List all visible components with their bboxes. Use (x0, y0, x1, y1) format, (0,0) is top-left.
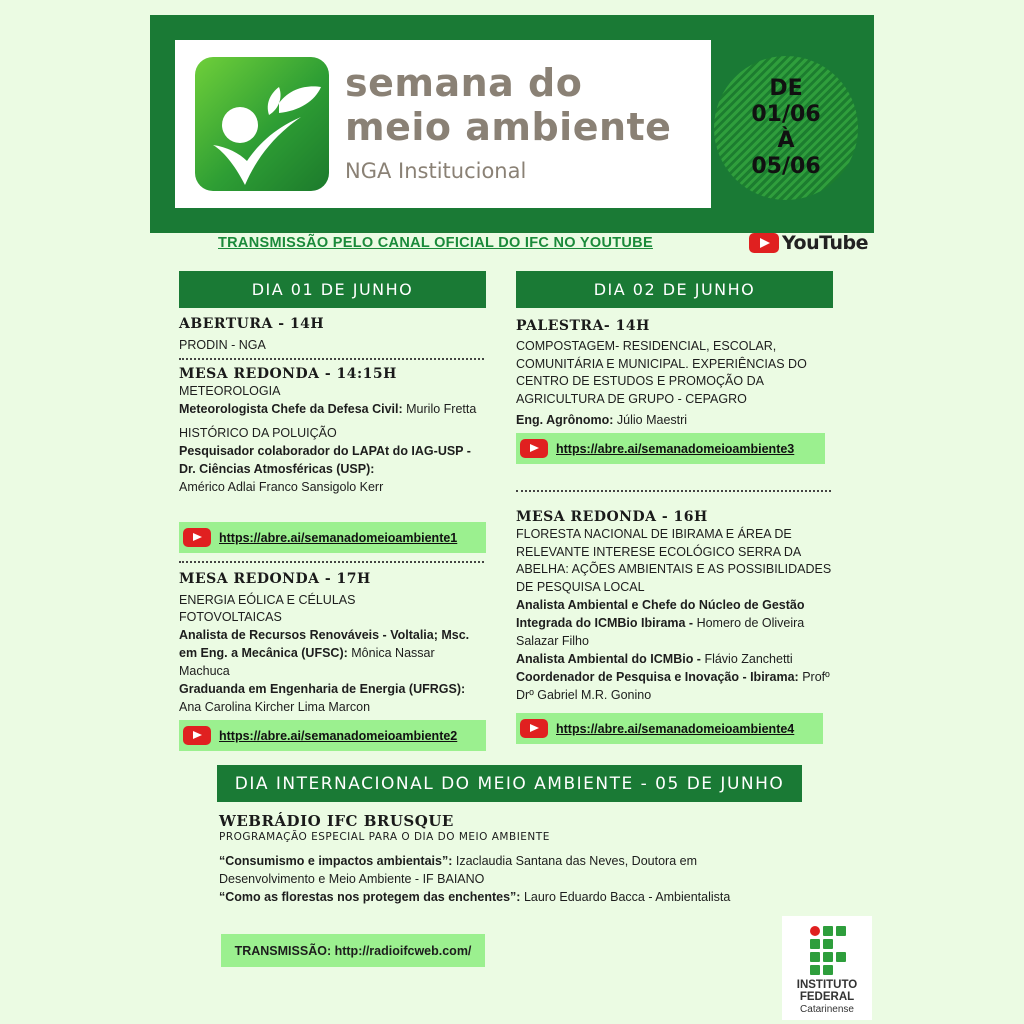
speaker-entry (179, 626, 484, 680)
event-title-line1: semana do (345, 61, 583, 105)
day1-topic-pollution: HISTÓRICO DA POLUIÇÃO (179, 426, 337, 440)
speaker-entry (516, 596, 834, 650)
speaker-role: “Consumismo e impactos ambientais”: (219, 854, 453, 868)
youtube-play-icon (183, 528, 211, 547)
date-line: 05/06 (751, 154, 821, 179)
link-url[interactable]: https://abre.ai/semanadomeioambiente3 (556, 441, 795, 456)
ifc-grid-icon (810, 926, 846, 974)
speaker-name: Júlio Maestri (613, 413, 688, 427)
speaker-role: “Como as florestas nos protegem das enchentes”: (219, 890, 521, 904)
youtube-play-icon (183, 726, 211, 745)
webradio-transmission-link[interactable] (221, 934, 485, 967)
day1-opening-title: ABERTURA - 14H (179, 316, 325, 332)
ifc-logo (782, 916, 872, 1020)
day1-opening-text: PRODIN - NGA (179, 338, 266, 352)
speaker-entry (179, 680, 484, 716)
divider (516, 490, 831, 492)
speaker-role: Graduanda em Engenharia de Energia (UFRGS): (179, 682, 466, 696)
day2-round-table-title: MESA REDONDA - 16H (516, 509, 708, 525)
day2-lecture-title: PALESTRA- 14H (516, 318, 650, 334)
speaker-name: Mônica Nassar Machuca (179, 646, 435, 678)
day1-topic-energy: ENERGIA EÓLICA E CÉLULAS FOTOVOLTAICAS (179, 593, 356, 624)
leaf-check-icon (195, 57, 329, 191)
webradio-subtitle: PROGRAMAÇÃO ESPECIAL PARA O DIA DO MEIO AMBIENTE (219, 831, 550, 843)
speaker-role: Meteorologista Chefe da Defesa Civil: (179, 402, 403, 416)
speaker-role: Eng. Agrônomo: (516, 413, 614, 427)
divider (179, 561, 484, 563)
link-url[interactable]: https://abre.ai/semanadomeioambiente2 (219, 728, 458, 743)
ifc-name-line2: FEDERAL (799, 991, 855, 1003)
day2-heading: DIA 02 DE JUNHO (516, 271, 833, 308)
day1-heading: DIA 01 DE JUNHO (179, 271, 486, 308)
date-line: DE (769, 76, 803, 101)
link-url[interactable]: https://abre.ai/semanadomeioambiente1 (219, 530, 458, 545)
day1-topic-meteorology: METEOROLOGIA (179, 384, 281, 398)
ifc-name-line3: Catarinense (800, 1004, 854, 1015)
speaker-role: Analista Ambiental do ICMBio - (516, 652, 701, 666)
event-title-line2: meio ambiente (345, 105, 672, 149)
webradio-title: WEBRÁDIO IFC BRUSQUE (219, 812, 454, 830)
youtube-play-icon (749, 233, 779, 253)
transmission-link[interactable]: TRANSMISSÃO PELO CANAL OFICIAL DO IFC NO YOUTUBE (218, 235, 653, 251)
speaker-name: Murilo Fretta (402, 402, 477, 416)
day2-youtube-link3[interactable] (516, 433, 825, 464)
speaker-entry (179, 400, 484, 418)
speaker-role: Analista Ambiental e Chefe do Núcleo de Gestão Integrada do ICMBio Ibirama - (516, 598, 805, 630)
speaker-name: Ana Carolina Kircher Lima Marcon (179, 700, 371, 714)
speaker-entry (516, 668, 834, 704)
speaker-name: Lauro Eduardo Bacca - Ambientalista (520, 890, 731, 904)
speaker-entry (219, 852, 779, 888)
date-badge (714, 56, 858, 200)
day1-youtube-link1[interactable] (179, 522, 486, 553)
transmission-url[interactable]: TRANSMISSÃO: http://radioifcweb.com/ (234, 943, 472, 958)
day2-youtube-link4[interactable] (516, 713, 823, 744)
speaker-entry (516, 411, 826, 429)
link-url[interactable]: https://abre.ai/semanadomeioambiente4 (556, 721, 795, 736)
day2-lecture-text: COMPOSTAGEM- RESIDENCIAL, ESCOLAR, COMUNITÁRIA E MUNICIPAL. EXPERIÊNCIAS DO CENTRO DE ESTUDOS E PROMOÇÃO DA AGRICULTURA DE GRUPO - CEPAGRO (516, 339, 807, 406)
event-logo (195, 57, 329, 191)
ifc-name-line1: INSTITUTO (796, 979, 858, 991)
speaker-name: Izaclaudia Santana das Neves, Doutora em Desenvolvimento e Meio Ambiente - IF BAIANO (219, 854, 697, 886)
day2-round-table-text: FLORESTA NACIONAL DE IBIRAMA E ÁREA DE RELEVANTE INTERESE ECOLÓGICO SERRA DA ABELHA: AÇÕES AMBIENTAIS E AS POSSIBILIDADES DE PESQUISA LOCAL (516, 527, 832, 594)
speaker-entry (219, 888, 779, 906)
speaker-role: Analista de Recursos Renováveis - Voltalia; Msc. em Eng. a Mecânica (UFSC): (179, 628, 470, 660)
youtube-logo[interactable] (749, 232, 868, 254)
speaker-entry (516, 650, 834, 668)
day1-round-table2-title: MESA REDONDA - 17H (179, 571, 371, 587)
speaker-name: Profº Drº Gabriel M.R. Gonino (516, 670, 830, 702)
youtube-play-icon (520, 439, 548, 458)
youtube-play-icon (520, 719, 548, 738)
speaker-role: Coordenador de Pesquisa e Inovação - Ibirama: (516, 670, 799, 684)
divider (179, 358, 484, 360)
speaker-name: Américo Adlai Franco Sansigolo Kerr (179, 480, 384, 494)
speaker-name: Flávio Zanchetti (700, 652, 793, 666)
speaker-role: Pesquisador colaborador do LAPAt do IAG-USP - Dr. Ciências Atmosféricas (USP): (179, 444, 471, 476)
event-subtitle: NGA Institucional (345, 159, 527, 183)
day5-heading: DIA INTERNACIONAL DO MEIO AMBIENTE - 05 DE JUNHO (217, 765, 802, 802)
youtube-wordmark: YouTube (782, 232, 868, 254)
date-line: À (777, 128, 795, 153)
day1-youtube-link2[interactable] (179, 720, 486, 751)
date-line: 01/06 (751, 102, 821, 127)
speaker-name: Homero de Oliveira Salazar Filho (516, 616, 805, 648)
day1-round-table-title: MESA REDONDA - 14:15H (179, 366, 397, 382)
